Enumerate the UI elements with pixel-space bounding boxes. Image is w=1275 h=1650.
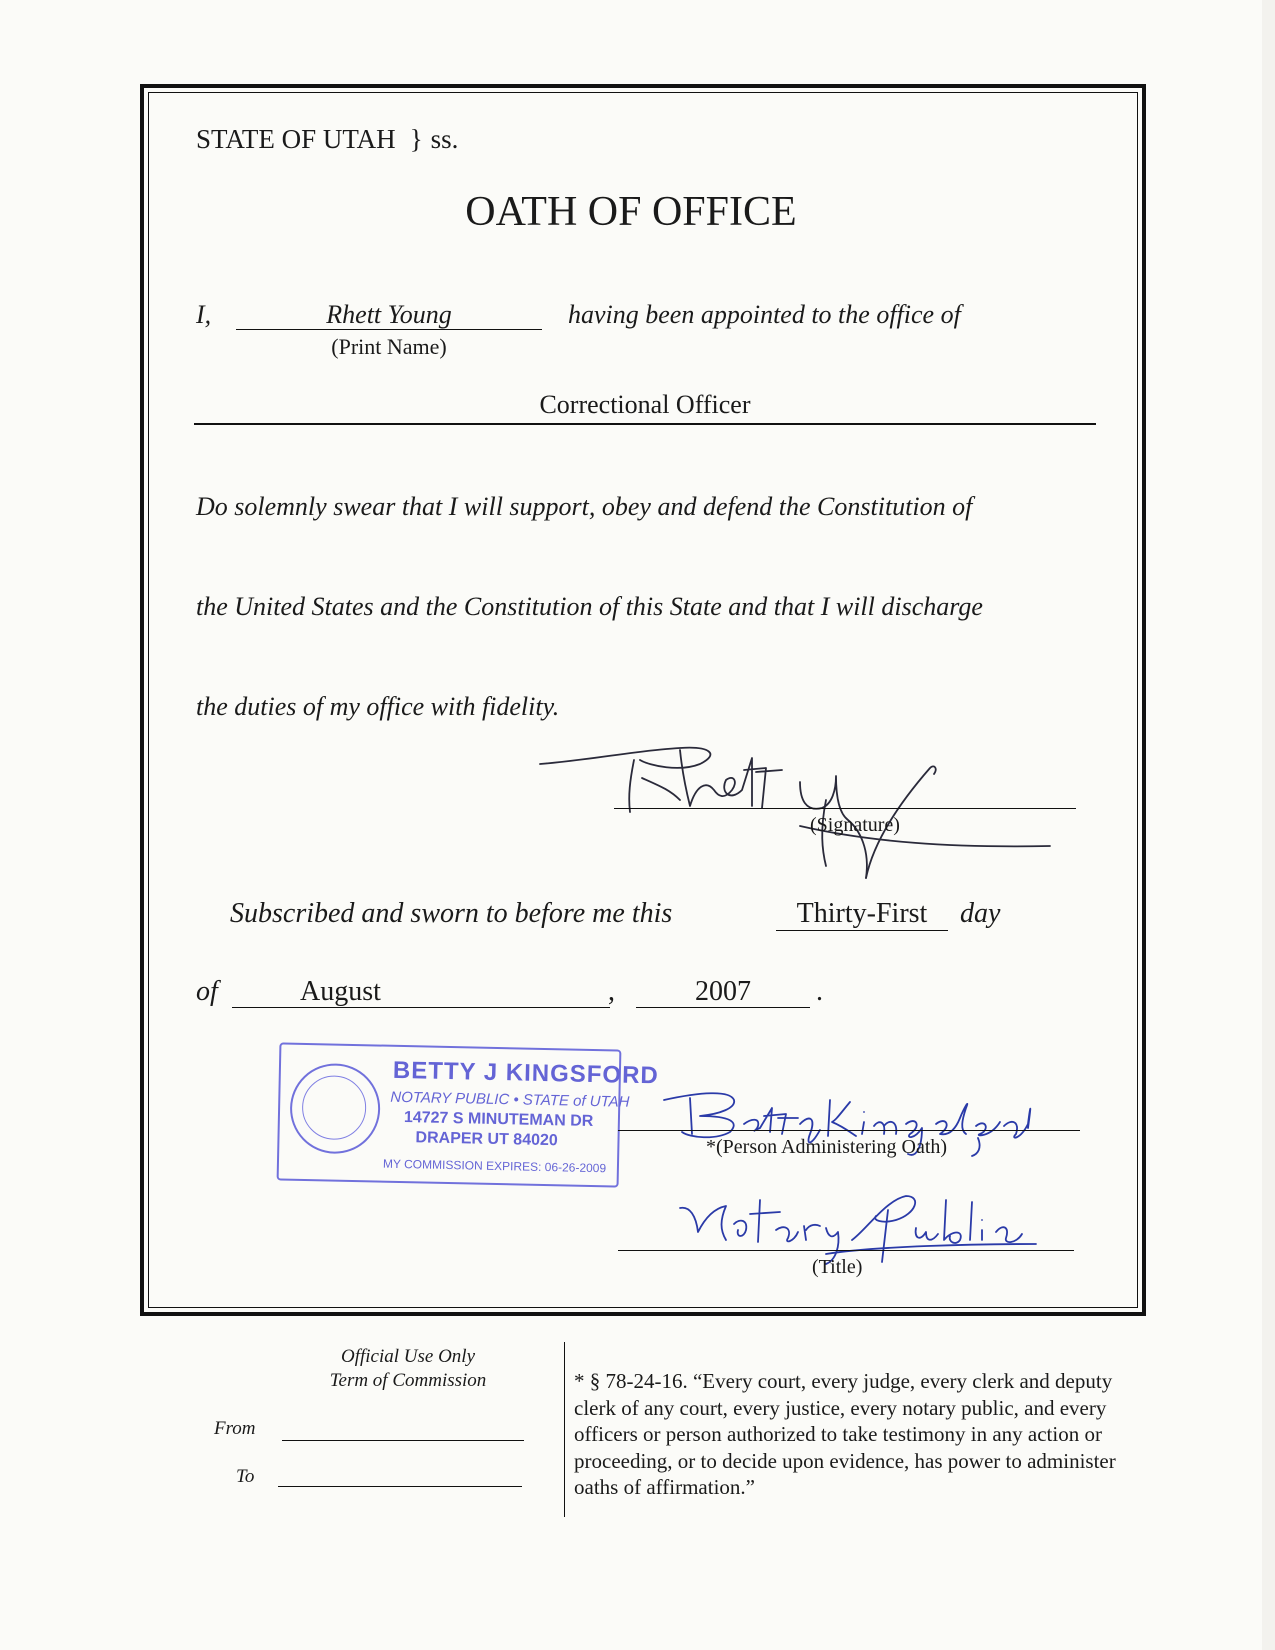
signature-rule (614, 808, 1076, 809)
day-rule (776, 930, 948, 931)
month-comma: , (608, 976, 615, 1007)
venue-state: STATE OF UTAH (196, 124, 396, 154)
office-value: Correctional Officer (539, 390, 751, 419)
stamp-notary-line: NOTARY PUBLIC • STATE of UTAH (390, 1088, 630, 1111)
venue-line (196, 124, 458, 155)
notary-stamp (277, 1042, 660, 1187)
oath-line-2: the United States and the Constitution of this State and that I will discharge (196, 592, 983, 621)
official-use-heading: Official Use Only (340, 1346, 476, 1367)
statute-footnote: * § 78-24-16. “Every court, every judge, every clerk and deputy clerk of any court, every justice, every notary public, and every officers or person authorized to take testimony in any action or proceeding, or to decide upon evidence, has power to administer oaths of affirmation.” (574, 1369, 1116, 1499)
month-value: August (300, 976, 381, 1007)
print-name-caption: (Print Name) (331, 334, 447, 359)
month-rule (232, 1007, 610, 1008)
from-label: From (214, 1418, 256, 1439)
pronoun-i: I, (196, 300, 212, 329)
stamp-address: 14727 S MINUTEMAN DR (403, 1109, 594, 1131)
year-value: 2007 (695, 976, 751, 1007)
year-period: . (816, 976, 823, 1007)
of-word: of (196, 976, 218, 1007)
day-word: day (960, 898, 1001, 929)
to-label: To (236, 1466, 255, 1487)
administrator-rule (618, 1130, 1080, 1131)
document-title: OATH OF OFFICE (465, 189, 797, 235)
to-input-line[interactable] (278, 1486, 522, 1487)
venue-ss: ss. (430, 124, 459, 154)
title-rule (618, 1250, 1074, 1251)
stamp-name: BETTY J KINGSFORD (392, 1056, 660, 1090)
venue-brace: } (409, 124, 423, 154)
state-seal-icon (289, 1063, 381, 1155)
subscribed-text: Subscribed and sworn to before me this (230, 898, 673, 929)
signature-caption: (Signature) (810, 814, 900, 836)
title-signature-image (676, 1190, 1076, 1270)
oath-line-3: the duties of my office with fidelity. (196, 692, 560, 721)
oath-line-1: Do solemnly swear that I will support, obey and defend the Constitution of (196, 492, 973, 521)
term-of-commission-heading: Term of Commission (329, 1370, 487, 1391)
office-rule (194, 423, 1096, 425)
affiant-signature-image (530, 730, 1070, 890)
stamp-city: DRAPER UT 84020 (415, 1129, 558, 1150)
administrator-caption: *(Person Administering Oath) (706, 1136, 948, 1158)
print-name-value: Rhett Young (326, 300, 452, 329)
from-input-line[interactable] (282, 1440, 524, 1441)
appointment-text: having been appointed to the office of (568, 300, 961, 329)
day-value: Thirty-First (796, 898, 928, 929)
stamp-expiry: MY COMMISSION EXPIRES: 06-26-2009 (382, 1156, 607, 1176)
title-caption: (Title) (812, 1256, 863, 1278)
footer-divider (564, 1342, 565, 1517)
